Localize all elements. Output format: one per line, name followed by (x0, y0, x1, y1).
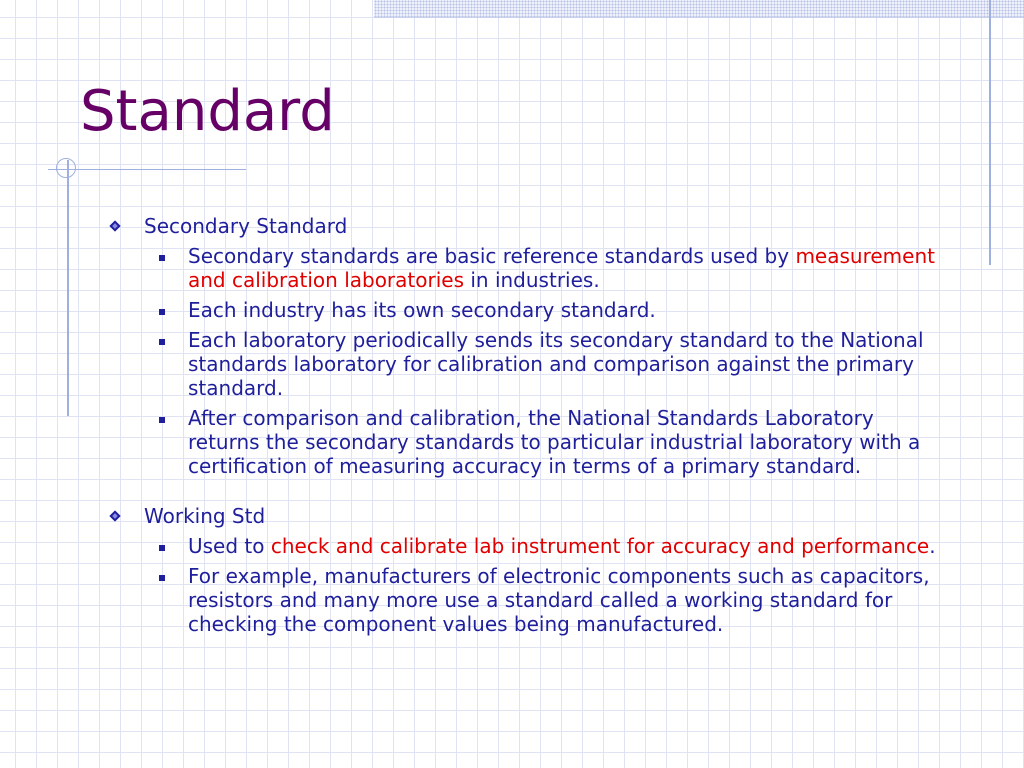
section-heading-text: Working Std (144, 504, 266, 528)
square-bullet-icon (159, 545, 165, 551)
diamond-bullet-icon (109, 510, 120, 521)
section-heading-secondary-standard (108, 214, 948, 238)
bullet-text: Each laboratory periodically sends its secondary standard to the National standards laboratory for calibration and comparison against the primary standard. (188, 328, 924, 400)
bullet-text: Each industry has its own secondary standard. (188, 298, 656, 322)
title-underline-rule (48, 169, 246, 170)
bullet-text: Used to (188, 534, 271, 558)
right-vertical-rule (989, 0, 991, 265)
square-bullet-icon (159, 339, 165, 345)
bullet-item (108, 328, 948, 400)
section-heading-text: Secondary Standard (144, 214, 348, 238)
bullet-text: . (929, 534, 936, 558)
slide-content (108, 214, 948, 642)
slide-title: Standard (80, 79, 335, 144)
bullet-highlight-text: check and calibrate lab instrument for accuracy and performance (270, 534, 930, 558)
diamond-bullet-icon (109, 220, 120, 231)
bullet-item (108, 406, 948, 478)
section-spacer (108, 484, 948, 504)
crosshair-circle-icon (56, 158, 76, 178)
square-bullet-icon (159, 575, 165, 581)
bullet-item (108, 564, 948, 636)
bullet-item (108, 534, 948, 558)
square-bullet-icon (159, 255, 165, 261)
bullet-text: in industries. (464, 268, 600, 292)
square-bullet-icon (159, 309, 165, 315)
left-vertical-rule (67, 160, 69, 416)
bullet-text: Secondary standards are basic reference standards used by (188, 244, 796, 268)
section-heading-working-std (108, 504, 948, 528)
bullet-highlight-text: measurement and calibration laboratories (188, 244, 935, 292)
top-decorative-band (374, 0, 1024, 18)
bullet-item (108, 244, 948, 292)
bullet-text: After comparison and calibration, the National Standards Laboratory returns the secondary standards to particular industrial laboratory with a certification of measuring accuracy in terms of a primary standard. (188, 406, 921, 478)
bullet-item (108, 298, 948, 322)
bullet-text: For example, manufacturers of electronic components such as capacitors, resistors and many more use a standard called a working standard for checking the component values being manufactured. (188, 564, 930, 636)
square-bullet-icon (159, 417, 165, 423)
